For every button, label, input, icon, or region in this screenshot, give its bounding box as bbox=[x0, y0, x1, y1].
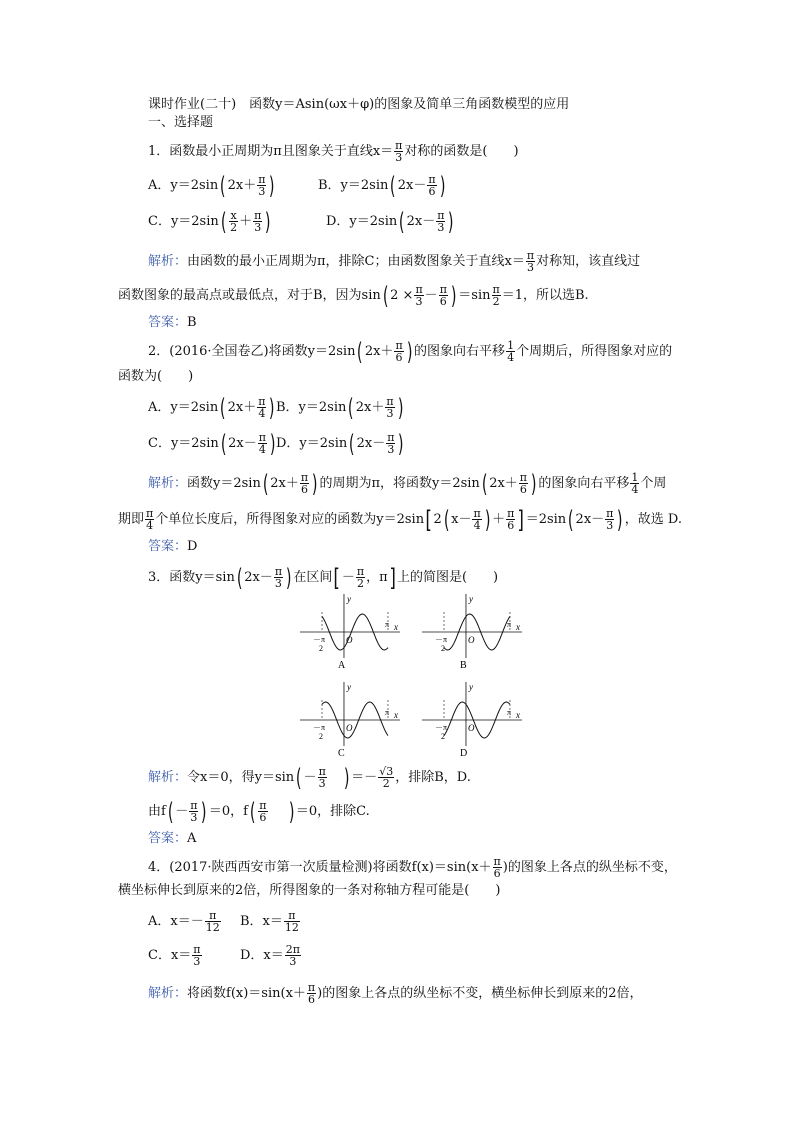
x-axis-label: x bbox=[394, 622, 398, 632]
frac-den: 3 bbox=[258, 185, 266, 198]
q3-stem-frac bbox=[274, 566, 283, 589]
q1-option-c bbox=[148, 207, 273, 236]
q2-option-c-label: C．y＝2sin bbox=[148, 436, 219, 451]
frac-num: π bbox=[386, 395, 394, 408]
frac-num: π bbox=[258, 395, 266, 408]
paren-open: ( bbox=[481, 469, 488, 498]
analysis-text: ，故选 D. bbox=[624, 512, 682, 527]
q1-analysis-line2 bbox=[118, 281, 589, 310]
q2-stem-qfrac bbox=[506, 340, 515, 363]
frac-den: 3 bbox=[254, 221, 262, 234]
frac-num: π bbox=[307, 981, 316, 994]
analysis-text: ＝0，排除C. bbox=[295, 804, 370, 819]
paren-open: ( bbox=[349, 429, 355, 458]
frac-num: π bbox=[415, 283, 423, 296]
analysis-text: 2 bbox=[433, 512, 442, 527]
frac-den: 4 bbox=[631, 483, 639, 496]
neg-half-pi-num: －π bbox=[313, 635, 326, 644]
q4-option-a bbox=[148, 910, 222, 933]
frac-num: π bbox=[300, 471, 309, 484]
analysis-text: ＝1，所以选B. bbox=[501, 288, 589, 303]
answer-label: 答案： bbox=[148, 831, 188, 846]
analysis-label: 解析： bbox=[148, 770, 188, 785]
q4-stem-text: 4．(2017·陕西西安市第一次质量检测)将函数f(x)＝sin(x＋ bbox=[148, 860, 492, 875]
q3-analysis-line2 bbox=[148, 797, 370, 826]
q4-stem-text: )的图象上各点的纵坐标不变， bbox=[502, 860, 677, 875]
frac-den: 3 bbox=[318, 777, 326, 790]
analysis-text: 函数图象的最高点或最低点，对于B，因为sin bbox=[118, 288, 381, 303]
q2-stem-line1 bbox=[148, 337, 673, 366]
analysis-label: 解析： bbox=[148, 476, 188, 491]
q1-option-a-label: A．y＝2sin bbox=[148, 178, 219, 193]
frac-den: 3 bbox=[526, 261, 534, 274]
analysis-frac bbox=[472, 508, 481, 531]
paren-close: ) bbox=[288, 797, 295, 826]
pi-label: π bbox=[506, 620, 512, 629]
figure-label: A bbox=[338, 660, 346, 671]
frac-num: π bbox=[254, 209, 262, 222]
neg-half-pi-den: 2 bbox=[319, 644, 323, 653]
frac-num: π bbox=[519, 471, 528, 484]
paren-close: ) bbox=[530, 469, 537, 498]
q1-option-c-xfrac bbox=[229, 210, 238, 233]
frac-num: π bbox=[356, 565, 365, 578]
paren-open: ( bbox=[443, 505, 450, 534]
neg-half-pi-num: －π bbox=[313, 723, 326, 732]
q2-stem-text: 2．(2016·全国卷乙)将函数y＝2sin bbox=[148, 344, 356, 359]
frac-num: x bbox=[230, 209, 237, 222]
page-title: 课时作业(二十) 函数y＝Asin(ωx＋φ)的图象及简单三角函数模型的应用 bbox=[148, 97, 570, 112]
q3-stem-text: 2x－ bbox=[244, 570, 273, 585]
q1-option-a bbox=[148, 171, 277, 200]
frac-den: 2 bbox=[492, 295, 500, 308]
analysis-frac bbox=[258, 800, 267, 823]
frac-den: 3 bbox=[606, 519, 614, 532]
option-frac bbox=[284, 910, 300, 933]
q4-option-b-label: B．x＝ bbox=[240, 914, 283, 929]
frac-den: 6 bbox=[493, 867, 501, 880]
analysis-text: )的图象上各点的纵坐标不变，横坐标伸长到原来的2倍， bbox=[317, 986, 643, 1001]
q1-stem-frac-n: π bbox=[395, 139, 403, 152]
frac-num: π bbox=[493, 855, 501, 868]
frac-num: 2π bbox=[285, 943, 300, 956]
option-frac bbox=[386, 432, 395, 455]
analysis-text: － bbox=[303, 770, 317, 785]
frac-den: 6 bbox=[428, 185, 436, 198]
frac-den: 4 bbox=[146, 519, 154, 532]
q2-option-a-label: A．y＝2sin bbox=[148, 400, 219, 415]
analysis-text: 由f bbox=[148, 804, 166, 819]
option-frac bbox=[192, 944, 201, 967]
paren-close: ) bbox=[269, 429, 276, 458]
paren-open: ( bbox=[357, 337, 363, 366]
neg-half-pi-num: －π bbox=[435, 723, 448, 732]
answer-value: B bbox=[187, 315, 197, 330]
q4-option-c bbox=[148, 944, 203, 967]
paren-close: ) bbox=[617, 505, 623, 534]
frac-num: π bbox=[318, 765, 326, 778]
option-inner: 2x－ bbox=[356, 436, 386, 451]
frac-den: 6 bbox=[395, 351, 403, 364]
analysis-frac bbox=[526, 250, 535, 273]
q1-option-a-frac bbox=[257, 174, 266, 197]
q4-analysis-line1 bbox=[148, 982, 643, 1005]
answer-label: 答案： bbox=[148, 315, 188, 330]
q1-option-b-inner: 2x－ bbox=[397, 178, 427, 193]
paren-close: ) bbox=[269, 171, 275, 200]
paren-open: ( bbox=[382, 281, 389, 310]
frac-num: π bbox=[284, 910, 300, 922]
q2-option-d-label: D．y＝2sin bbox=[276, 436, 348, 451]
q2-stem-text: 2x＋ bbox=[364, 344, 394, 359]
origin-label: O bbox=[467, 723, 475, 733]
frac-den: 3 bbox=[193, 955, 201, 968]
paren-close: ) bbox=[448, 207, 454, 236]
frac-den: 12 bbox=[284, 921, 299, 934]
q2-option-d bbox=[276, 429, 406, 458]
frac-den: 3 bbox=[289, 955, 297, 968]
frac-num: π bbox=[395, 339, 403, 352]
pi-label: π bbox=[384, 620, 390, 629]
analysis-text: － bbox=[175, 804, 189, 819]
paren-close: ) bbox=[311, 469, 318, 498]
analysis-frac bbox=[145, 508, 154, 531]
q4-option-b bbox=[240, 910, 301, 933]
x-axis-label: x bbox=[394, 710, 398, 720]
analysis-frac bbox=[307, 982, 316, 1005]
analysis-frac bbox=[414, 284, 423, 307]
q2-answer bbox=[148, 538, 197, 556]
q3-stem bbox=[148, 563, 499, 592]
frac-num: π bbox=[258, 431, 266, 444]
frac-den: 3 bbox=[274, 577, 282, 590]
q3-stem-text: 在区间 bbox=[293, 570, 333, 585]
q1-option-d-frac bbox=[436, 210, 445, 233]
frac-num: π bbox=[146, 507, 154, 520]
analysis-text: 2 × bbox=[390, 288, 414, 303]
paren-close: ) bbox=[343, 763, 350, 792]
frac-den: 6 bbox=[300, 483, 308, 496]
paren-open: ( bbox=[296, 763, 302, 792]
paren-close: ) bbox=[439, 171, 446, 200]
analysis-frac bbox=[300, 472, 309, 495]
frac-den: 3 bbox=[190, 811, 198, 824]
answer-value: D bbox=[187, 539, 198, 554]
frac-den: 3 bbox=[437, 221, 445, 234]
q3-analysis-line1 bbox=[148, 763, 471, 792]
paren-open: ( bbox=[390, 171, 396, 200]
frac-num: π bbox=[193, 943, 201, 956]
q3-stem-text: 上的简图是( ) bbox=[396, 570, 499, 585]
q1-option-c-mid: ＋ bbox=[239, 214, 253, 229]
paren-close: ) bbox=[406, 337, 413, 366]
frac-num: π bbox=[606, 507, 614, 520]
analysis-text: ，排除B，D. bbox=[395, 770, 471, 785]
frac-num: π bbox=[439, 283, 447, 296]
paren-open: ( bbox=[249, 797, 256, 826]
frac-den: 6 bbox=[507, 519, 515, 532]
q1-option-c-label: C．y＝2sin bbox=[148, 214, 219, 229]
frac-den: 6 bbox=[519, 483, 527, 496]
bracket-close: ] bbox=[517, 505, 525, 534]
analysis-frac bbox=[605, 508, 614, 531]
q4-option-d-label: D．x＝ bbox=[240, 948, 284, 963]
q2-stem-text: 的图象向右平移 bbox=[414, 344, 506, 359]
frac-num: π bbox=[437, 209, 445, 222]
analysis-text: 2x＋ bbox=[270, 476, 299, 491]
frac-den: 4 bbox=[258, 443, 266, 456]
frac-den: 6 bbox=[308, 993, 316, 1006]
bracket-close: ] bbox=[389, 563, 396, 592]
paren-open: ( bbox=[399, 207, 405, 236]
y-axis-label: y bbox=[346, 682, 351, 692]
q4-stem-frac bbox=[493, 856, 502, 879]
q2-option-a bbox=[148, 393, 277, 422]
paren-close: ) bbox=[269, 393, 275, 422]
frac-num: π bbox=[258, 173, 266, 186]
option-inner: 2x＋ bbox=[355, 400, 385, 415]
q1-answer bbox=[148, 314, 197, 332]
frac-num: π bbox=[205, 910, 221, 922]
q2-option-b-label: B．y＝2sin bbox=[276, 400, 347, 415]
frac-den: 3 bbox=[415, 295, 423, 308]
paren-open: ( bbox=[568, 505, 574, 534]
q1-option-b bbox=[318, 171, 447, 200]
analysis-label: 解析： bbox=[148, 254, 188, 269]
q1-stem bbox=[148, 140, 519, 163]
analysis-text: 函数y＝2sin bbox=[187, 476, 261, 491]
paren-open: ( bbox=[262, 469, 269, 498]
analysis-text: － bbox=[424, 288, 438, 303]
q1-option-b-frac bbox=[427, 174, 436, 197]
analysis-text: 期即 bbox=[118, 512, 145, 527]
analysis-text: 2x－ bbox=[575, 512, 605, 527]
frac-den: 2 bbox=[356, 577, 364, 590]
frac-num: 1 bbox=[631, 471, 639, 484]
analysis-text: ＝2sin bbox=[525, 512, 567, 527]
q1-stem-frac-d: 3 bbox=[395, 151, 403, 164]
option-frac bbox=[285, 944, 301, 967]
paren-open: ( bbox=[236, 563, 243, 592]
analysis-frac bbox=[189, 800, 198, 823]
q1-option-a-inner: 2x＋ bbox=[227, 178, 257, 193]
frac-num: π bbox=[492, 283, 500, 296]
analysis-text: 个单位长度后，所得图象对应的函数为y＝2sin bbox=[155, 512, 425, 527]
neg-half-pi-num: －π bbox=[435, 635, 448, 644]
origin-label: O bbox=[345, 635, 353, 645]
origin-label: O bbox=[345, 723, 353, 733]
frac-den: 2 bbox=[230, 221, 238, 234]
frac-den: 6 bbox=[259, 811, 267, 824]
q1-option-d-label: D．y＝2sin bbox=[326, 214, 398, 229]
neg-half-pi-den: 2 bbox=[441, 732, 445, 741]
analysis-text: ＋ bbox=[492, 512, 506, 527]
frac-num: √3 bbox=[379, 765, 394, 778]
bracket-open: [ bbox=[333, 563, 341, 592]
analysis-text: 将函数f(x)＝sin(x＋ bbox=[187, 986, 306, 1001]
q2-stem-frac bbox=[394, 340, 403, 363]
analysis-frac bbox=[318, 766, 327, 789]
q4-option-a-label: A．x＝－ bbox=[148, 914, 204, 929]
q3-figures bbox=[290, 592, 530, 757]
section-heading: 一、选择题 bbox=[148, 115, 214, 130]
frac-den: 3 bbox=[386, 407, 394, 420]
y-axis-label: y bbox=[468, 594, 473, 604]
q4-stem-line1 bbox=[148, 856, 677, 879]
q2-stem-text: 个周期后，所得图象对应的 bbox=[516, 344, 673, 359]
option-frac bbox=[205, 910, 221, 933]
paren-open: ( bbox=[348, 393, 354, 422]
analysis-text: 对称知，该直线过 bbox=[536, 254, 641, 269]
x-axis-label: x bbox=[516, 710, 520, 720]
analysis-text: 令x＝0，得y＝sin bbox=[187, 770, 295, 785]
analysis-text: ＝sin bbox=[458, 288, 491, 303]
frac-num: π bbox=[387, 431, 395, 444]
q3-answer bbox=[148, 830, 196, 848]
frac-num: π bbox=[507, 507, 515, 520]
analysis-text: 2x＋ bbox=[489, 476, 518, 491]
frac-num: π bbox=[274, 565, 283, 578]
paren-close: ) bbox=[484, 505, 491, 534]
analysis-text: x－ bbox=[451, 512, 472, 527]
q1-option-d-inner: 2x－ bbox=[406, 214, 436, 229]
analysis-frac bbox=[439, 284, 448, 307]
figure-label: D bbox=[460, 748, 468, 757]
q4-option-c-label: C．x＝ bbox=[148, 948, 192, 963]
option-frac bbox=[257, 396, 266, 419]
analysis-text: ＝0，f bbox=[208, 804, 248, 819]
paren-open: ( bbox=[220, 171, 226, 200]
paren-close: ) bbox=[201, 797, 207, 826]
frac-den: 4 bbox=[473, 519, 481, 532]
q1-analysis-line1 bbox=[148, 250, 640, 273]
q3-stem-int-frac bbox=[356, 566, 365, 589]
option-inner: 2x－ bbox=[228, 436, 257, 451]
q1-option-b-label: B．y＝2sin bbox=[318, 178, 389, 193]
neg-half-pi-den: 2 bbox=[319, 732, 323, 741]
frac-num: π bbox=[473, 507, 481, 520]
analysis-frac bbox=[506, 508, 515, 531]
analysis-text: 个周 bbox=[640, 476, 667, 491]
paren-open: ( bbox=[220, 207, 227, 236]
q2-analysis-line2 bbox=[118, 505, 682, 534]
paren-close: ) bbox=[398, 429, 404, 458]
frac-den: 6 bbox=[439, 295, 447, 308]
q1-option-d bbox=[326, 207, 456, 236]
frac-num: π bbox=[428, 173, 436, 186]
analysis-frac bbox=[630, 472, 639, 495]
paren-open: ( bbox=[220, 429, 227, 458]
q2-analysis-line1 bbox=[148, 469, 667, 498]
option-inner: 2x＋ bbox=[227, 400, 257, 415]
frac-den: 12 bbox=[205, 921, 220, 934]
frac-num: π bbox=[190, 799, 198, 812]
bracket-open: [ bbox=[425, 505, 433, 534]
frac-num: π bbox=[526, 249, 535, 262]
option-frac bbox=[258, 432, 267, 455]
paren-open: ( bbox=[220, 393, 226, 422]
paren-open: ( bbox=[167, 797, 174, 826]
answer-value: A bbox=[187, 831, 197, 846]
q2-option-c bbox=[148, 429, 277, 458]
paren-close: ) bbox=[397, 393, 404, 422]
q1-stem-text-b: 对称的函数是( ) bbox=[404, 144, 519, 159]
figure-label: B bbox=[460, 660, 467, 671]
y-axis-label: y bbox=[468, 682, 473, 692]
q3-stem-text: ，π bbox=[366, 570, 388, 585]
analysis-frac bbox=[492, 284, 501, 307]
q4-option-d bbox=[240, 944, 302, 967]
pi-label: π bbox=[506, 708, 512, 717]
frac-den: 4 bbox=[258, 407, 266, 420]
q3-figure-group bbox=[300, 594, 522, 757]
frac-den: 4 bbox=[507, 351, 515, 364]
q4-stem-line2: 横坐标伸长到原来的2倍，所得图象的一条对称轴方程可能是( ) bbox=[118, 883, 501, 898]
pi-label: π bbox=[384, 708, 390, 717]
paren-close: ) bbox=[285, 563, 292, 592]
origin-label: O bbox=[467, 635, 475, 645]
paren-close: ) bbox=[450, 281, 457, 310]
q3-stem-text: － bbox=[341, 570, 355, 585]
analysis-text: 的图象向右平移 bbox=[538, 476, 630, 491]
q3-stem-text: 3．函数y＝sin bbox=[148, 570, 235, 585]
analysis-text: 由函数的最小正周期为π，排除C；由函数图象关于直线x＝ bbox=[187, 254, 525, 269]
q2-option-b bbox=[276, 393, 405, 422]
frac-num: π bbox=[259, 799, 267, 812]
q1-option-c-frac bbox=[253, 210, 262, 233]
neg-half-pi-den: 2 bbox=[441, 644, 445, 653]
q1-stem-text-a: 1．函数最小正周期为π且图象关于直线x＝ bbox=[148, 144, 394, 159]
figure-label: C bbox=[338, 748, 345, 757]
frac-num: 1 bbox=[507, 339, 515, 352]
frac-den: 3 bbox=[387, 443, 395, 456]
analysis-text: ＝－ bbox=[351, 770, 378, 785]
option-frac bbox=[385, 396, 394, 419]
analysis-label: 解析： bbox=[148, 986, 188, 1001]
x-axis-label: x bbox=[516, 622, 520, 632]
q1-stem-frac bbox=[394, 140, 403, 163]
frac-den: 2 bbox=[382, 777, 390, 790]
analysis-frac bbox=[378, 766, 394, 789]
q2-stem-line2: 函数为( ) bbox=[118, 369, 194, 384]
analysis-frac bbox=[519, 472, 528, 495]
analysis-text: 的周期为π，将函数y＝2sin bbox=[319, 476, 480, 491]
paren-close: ) bbox=[265, 207, 271, 236]
y-axis-label: y bbox=[346, 594, 351, 604]
answer-label: 答案： bbox=[148, 539, 188, 554]
